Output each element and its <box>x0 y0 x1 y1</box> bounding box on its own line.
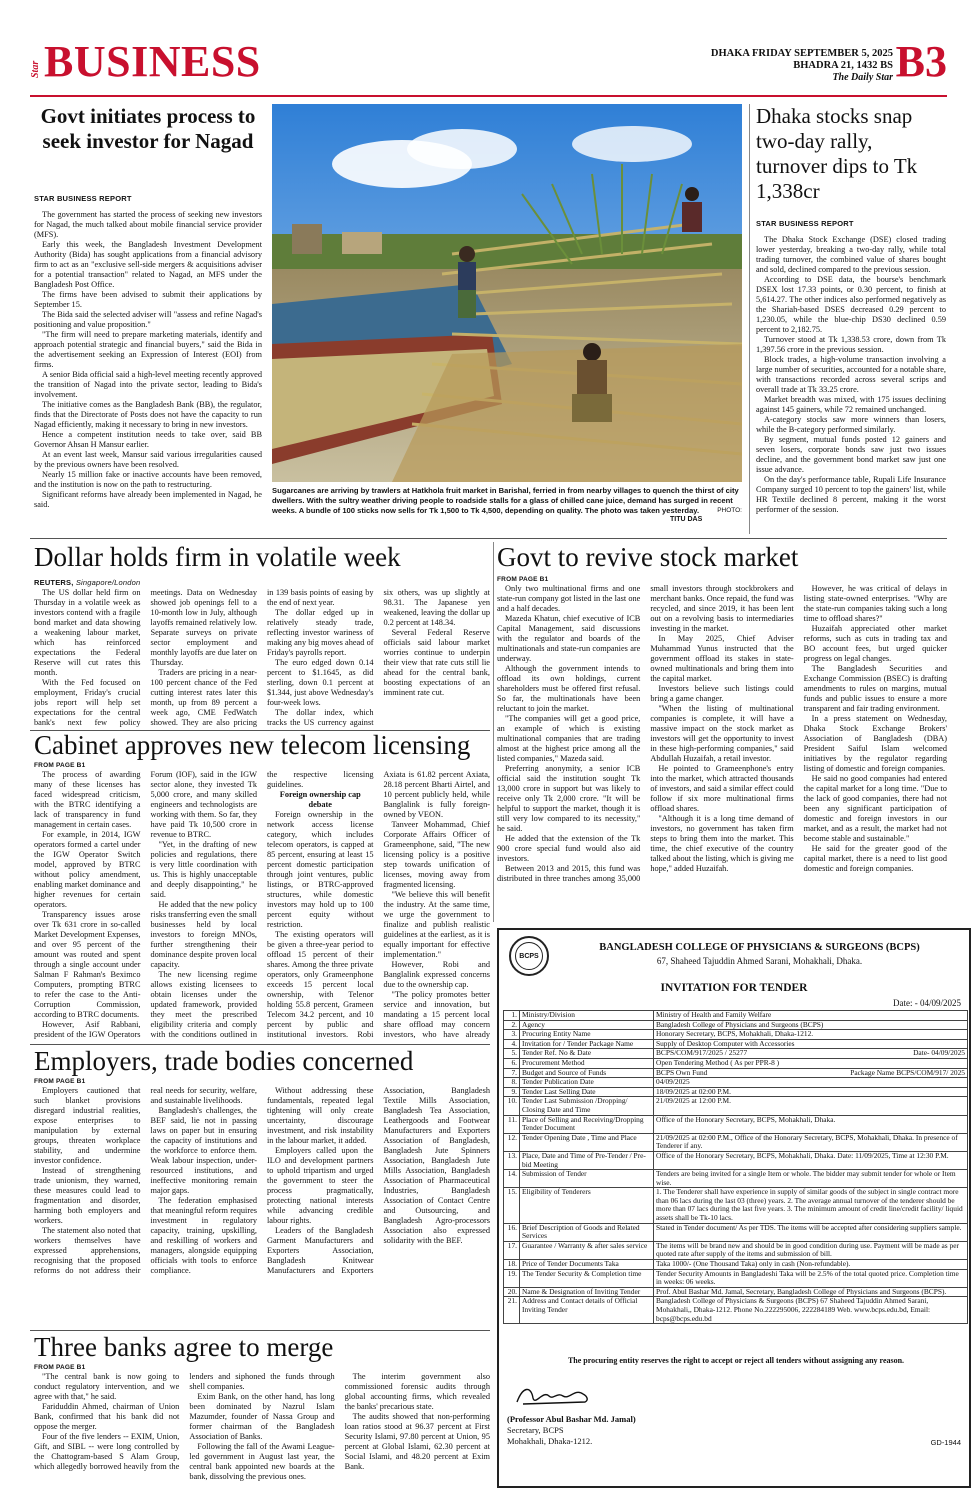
paragraph: Bangladesh's challenges, the BEF said, lie not in passing laws on paper but in ensuring the capacity of institutions and the workforce to enforce them. Weak labour inspection, under-resourced institutions, and ineffective monitoring remain major gaps. <box>150 1106 257 1195</box>
tender-row-value-text: BCPS/COM/917/2025 / 25277 <box>656 1048 748 1058</box>
tender-row-number: 19. <box>504 1269 520 1287</box>
paragraph: At an event last week, Mansur said various irregularities caused by the previous owners have been resolved. <box>34 450 262 469</box>
paragraph: Leaders of the Bangladesh Garment Manufacturers and Exporters Association, Bangladesh Knitwear Manufacturers and Exporters Association, Bangladesh Textile Mills Association, Bangladesh Tea Association, Leathergoods and Footwear Manufacturers and Exporters Association of Bangladesh, Bangladesh Jute Spinners Association, Bangladesh Jute Mills Association, Bangladesh Association of Pharmaceutical Industries, Bangladesh Association of Contact Centre and Outsourcing, and Bangladesh Agro-processors Association also expressed solidarity with the BEF. <box>267 1086 490 1275</box>
paper-name: The Daily Star <box>832 72 893 83</box>
masthead <box>30 38 947 94</box>
paragraph: Nearly 15 million fake or inactive accounts have been removed, and the institution is now on the path to restructuring. <box>34 470 262 489</box>
sugarcane-photo <box>272 104 742 482</box>
telecom-from: FROM PAGE B1 <box>34 762 86 769</box>
tender-row-label: Tender Last Submission /Dropping/ Closing Date and Time <box>520 1097 654 1115</box>
paragraph: "The firm will need to prepare marketing materials, identify and approach potential strategic and financial buyers," said the Bida in the advertisement seeking an Expression of Interest (EOI) from firms. <box>34 330 262 369</box>
tender-row-number: 11. <box>504 1115 520 1133</box>
paragraph: According to DSE data, the bourse's benchmark DSEX lost 17.33 points, or 0.30 percent, to finish at 5,614.27. The other indices also performed negatively as the Shariah-based DSES decreased 0.29 percent to 1,230.05, while the blue-chip DS30 declined 0.59 percent to 2,182.75. <box>756 275 946 334</box>
tender-row-number: 14. <box>504 1170 520 1188</box>
tender-row <box>504 1269 968 1287</box>
tender-row-label: Name & Designation of Inviting Tender <box>520 1287 654 1297</box>
tender-row-label: Brief Description of Goods and Related Services <box>520 1223 654 1241</box>
photo-credit-name: TITU DAS <box>670 516 703 523</box>
tender-row-number: 7. <box>504 1068 520 1078</box>
signature <box>513 1376 593 1412</box>
paragraph: "Although it is a long time demand of investors, no government has taken firm steps to bring them into the market. This time, the chief executive of the country talked about the listing, which is giving me hope," added Huzaifah. <box>650 814 794 873</box>
paragraph: The government has started the process of seeking new investors for Nagad, the much talked about mobile financial service provider (MFS). <box>34 210 262 239</box>
tender-row-label: Place of Selling and Receiving/Dropping Tender Document <box>520 1115 654 1133</box>
paragraph: The existing operators will be given a three-year period to offload 15 percent of their shares. Among the three private operators, only Grameenphone exceeds 15 percent local ownership, with Telenor holding 55.8 percent, Grameen Telecom 34.2 percent, and 10 percent by public and institutional investors. Robi Axiata is 61.82 percent Axiata, 28.18 percent Bharti Airtel, and 10 percent publicly held, while Banglalink is fully foreign-owned by VEON. <box>267 770 490 1039</box>
paragraph: He added that the extension of the Tk 900 crore special fund would also aid investors. <box>497 834 641 863</box>
tender-row-value-text: 18/09/2025 at 02:00 P.M. <box>656 1086 731 1096</box>
tender-row-value <box>654 1115 968 1133</box>
tender-row-value-text: Supply of Desktop Computer with Accessories <box>656 1038 795 1048</box>
tender-row-number: 3. <box>504 1030 520 1040</box>
tender-row <box>504 1058 968 1068</box>
tender-row-number: 4. <box>504 1039 520 1049</box>
tender-row-number: 13. <box>504 1151 520 1169</box>
tender-row-value-text: 1. The Tenderer shall have experience in supply of similar goods of the subject in single contract more than 06 lacs during the last 03 (three) years. 2. The average annual turnover of the tenderer should be more than 07 lacs during the last five years. 3. The minimum amount of credit line/credit facility/ liquid assets shall be Tk-10 lacs. <box>656 1187 963 1223</box>
tender-row-value-text: The items will be brand new and should be in good condition during use. Payment will be made as per quoted rate after supply of the items and submission of bill. <box>656 1240 959 1259</box>
employers-body <box>34 1086 490 1326</box>
tender-row-number: 12. <box>504 1133 520 1151</box>
signature-icon <box>513 1376 593 1412</box>
tender-table-body <box>504 1011 968 1324</box>
tender-row-value <box>654 1297 968 1324</box>
signer-title: Secretary, BCPS <box>507 1425 564 1435</box>
tender-row-label: The Tender Security & Completion time <box>520 1269 654 1287</box>
paragraph: Although the government intends to offload its own holdings, current shareholders must be offered first refusal. So far, the multinationals have been reluctant to join the market. <box>497 664 641 713</box>
tender-row-label: Tender Publication Date <box>520 1078 654 1088</box>
paragraph: Block trades, a high-volume transaction involving a large number of securities, accounted for a notable share, with transactions recorded across several scrips and overall trade at Tk 33.25 crore. <box>756 355 946 394</box>
tender-row <box>504 1115 968 1133</box>
tender-row-number: 9. <box>504 1087 520 1097</box>
tender-row-value <box>654 1097 968 1115</box>
dse-divider <box>749 104 750 534</box>
tender-row <box>504 1241 968 1259</box>
tender-row-value-text: 04/09/2025 <box>656 1077 690 1087</box>
tender-row-number: 18. <box>504 1260 520 1270</box>
tender-row-value-text: Bangladesh College of Physicians and Surgeons (BCPS) <box>656 1019 824 1029</box>
tender-row-value-text: Office of the Honorary Secretary, BCPS, Mohakhali, Dhaka. <box>656 1114 836 1124</box>
paragraph: Traders are pricing in a near-100 percent chance of the Fed cutting interest rates later this month, up from 89 percent a week ago, CME FedWatch showed. They are also pricing in 139 basis points of easing by the end of next year. <box>150 588 374 727</box>
paragraph: The Dhaka Stock Exchange (DSE) closed trading lower yesterday, breaking a two-day rally, while total trading turnover, the combined value of shares bought and sold, declined compared to the previous session. <box>756 235 946 274</box>
tender-row-value-extra: Package Name BCPS/COM/917/ 2025 <box>850 1067 965 1077</box>
dse-body <box>756 235 946 531</box>
tender-row-value <box>654 1241 968 1259</box>
tender-row-label: Agency <box>520 1020 654 1030</box>
paragraph: The euro edged down 0.14 percent to $1.1645, as did sterling, down 0.1 percent at $1.344, just above Wednesday's four-week lows. <box>267 658 374 707</box>
paragraph: He said no good companies had entered the capital market for a long time. "Due to the lack of good companies, there had not been any significant participation of domestic and foreign investors in our market, and as a result, the market had not become stable and sustainable." <box>803 774 947 843</box>
paragraph: Investors believe such listings could bring a game changer. <box>650 684 794 703</box>
paragraph: The US dollar held firm on Thursday in a volatile week as investors contend with a fragile bond market and data showing a weakening labour market, which has reinforced expectations the Federal Reserve will cut rates this month. <box>34 588 141 677</box>
tender-org: BANGLADESH COLLEGE OF PHYSICIANS & SURGEONS (BCPS) <box>599 942 920 953</box>
paragraph: Four of the five lenders -- EXIM, Union, Gift, and SIBL -- were long controlled by the Chattogram-based S Alam Group, which allegedly borrowed heavily from the lenders and siphoned the funds through shell companies. <box>34 1372 335 1471</box>
paragraph: The Bida said the selected adviser will "assess and refine Nagad's positioning and value proposition." <box>34 310 262 329</box>
tender-row-label: Tender Last Selling Date <box>520 1087 654 1097</box>
tender-row-value-text: BCPS Own Fund <box>656 1067 708 1077</box>
paragraph: Turnover stood at Tk 1,338.53 crore, down from Tk 1,397.56 crore in the previous session. <box>756 335 946 354</box>
tender-table-wrap <box>499 1010 968 1324</box>
tender-row-number: 1. <box>504 1011 520 1021</box>
signer-address: Mohakhali, Dhaka-1212. <box>507 1436 593 1446</box>
revive-headline: Govt to revive stock market <box>497 542 799 572</box>
masthead-rule <box>30 95 947 97</box>
tender-row-value-text: Prof. Abul Bashar Md. Jamal, Secretary, Bangladesh College of Physicians and Surgeons (BCPS). <box>656 1286 947 1296</box>
paragraph: Huzaifah appreciated other market reforms, such as cuts in trading tax and BO account fees, but urged quicker progress on legal changes. <box>803 624 947 663</box>
tender-row-label: Address and Contact details of Official Inviting Tender <box>520 1297 654 1324</box>
paragraph: "The policy promotes better service and innovation, but mandating a 15 percent local share offload may concern investors, who have already <box>383 990 490 1039</box>
tender-row-number: 17. <box>504 1241 520 1259</box>
tender-row <box>504 1170 968 1188</box>
tender-row <box>504 1078 968 1088</box>
tender-row-label: Invitation for / Tender Package Name <box>520 1039 654 1049</box>
paragraph: The initiative comes as the Bangladesh Bank (BB), the regulator, finds that the Directorate of Posts does not have the capacity to run Nagad efficiently, making it necessary to bring in new investors. <box>34 400 262 429</box>
tender-row-value-text: Tender Security Amounts in Bangladeshi Taka will be 2.5% of the total quoted price. Completion time in weeks: 06 weeks. <box>656 1268 959 1287</box>
tender-row-value-text: Open Tendering Method ( As per PPR-8 ) <box>656 1057 780 1067</box>
bcps-seal <box>509 936 549 976</box>
tender-row-value-text: 21/09/2025 at 02:00 P.M., Office of the Honorary Secretary, BCPS, Mohakhali, Dhaka. In presence of Tenderer if any. <box>656 1132 958 1151</box>
dollar-headline: Dollar holds firm in volatile week <box>34 542 401 572</box>
paragraph: The Bangladesh Securities and Exchange Commission (BSEC) is drafting amendments to rules on margins, mutual funds and public issues to ensure a more transparent and fair trading environment. <box>803 664 947 713</box>
paragraph: The dollar index, which tracks the US currency against six others, was up slightly at 98.31. The Japanese yen weakened, leaving the dollar up 0.2 percent at 148.34. <box>267 588 490 727</box>
tender-row-label: Budget and Source of Funds <box>520 1068 654 1078</box>
tender-table <box>503 1010 968 1324</box>
paragraph: Hence a competent institution needs to take over, said BB Governor Ahsan H Mansur earlier. <box>34 430 262 449</box>
paragraph: Fariduddin Ahmed, chairman of Union Bank, confirmed that his bank did not oppose the merger. <box>34 1402 180 1431</box>
section-title: BUSINESS <box>44 37 261 86</box>
paragraph: The process of awarding many of these licenses has faced widespread criticism, with the BTRC identifying a lack of transparency in fund management in certain cases. <box>34 770 141 829</box>
tender-row-number: 16. <box>504 1223 520 1241</box>
tender-title: INVITATION FOR TENDER <box>660 982 808 994</box>
tender-row-label: Procurement Method <box>520 1058 654 1068</box>
tender-row-number: 8. <box>504 1078 520 1088</box>
paragraph: A senior Bida official said a high-level meeting recently approved the transition of Nagad into the private sector, leading to Bida's involvement. <box>34 370 262 399</box>
tender-row-number: 15. <box>504 1188 520 1223</box>
dateline-2: BHADRA 21, 1432 BS <box>793 60 893 71</box>
paragraph: The interim government also commissioned forensic audits through global accounting firms, which revealed the banks' precarious state. <box>344 1372 490 1411</box>
employers-from: FROM PAGE B1 <box>34 1078 86 1085</box>
tender-row-value <box>654 1269 968 1287</box>
tender-row-value <box>654 1223 968 1241</box>
paragraph: Employers cautioned that such blanket provisions disregard industrial realities, expose enterprises to manipulation by external groups, threaten workplace stability, and undermine investor confidence. <box>34 1086 141 1165</box>
caption-text: Sugarcanes are arriving by trawlers at Hatkhola fruit market in Barishal, ferried in from nearby villages to quench the thirst of city dwellers. With the sultry weather driving people to roadside stalls for a glass of chilled cane juice, demand has surged in recent weeks. A bundle of 100 sticks now sells for Tk 1,500 to Tk 4,500, depending on quality. The photo was taken yesterday. <box>272 486 739 515</box>
paragraph: Preferring anonymity, a senior ICB official said the institution sought Tk 13,000 crore in support but was likely to receive only Tk 2,000 crore. "It will be helpful to support the market, though it is still very low compared to its necessity," he said. <box>497 764 641 833</box>
tender-row-label: Procuring Entity Name <box>520 1030 654 1040</box>
paragraph: "When the listing of multinational companies is complete, it will have a massive impact on the stock market as investors will get the opportunity to invest in these high-performing companies," said Abdullah Huzaifah, a retail investor. <box>650 704 794 763</box>
tender-row-label: Submission of Tender <box>520 1170 654 1188</box>
revive-divider <box>493 542 494 922</box>
dse-byline: STAR BUSINESS REPORT <box>756 219 854 228</box>
dollar-dateline: Singapore/London <box>75 578 141 587</box>
tender-row <box>504 1188 968 1223</box>
paragraph: He pointed to Grameenphone's entry into the market, which attracted thousands of investors, and said a similar effect could follow if six more multinational firms offload shares. <box>650 764 794 813</box>
banks-headline: Three banks agree to merge <box>34 1332 334 1362</box>
tender-row <box>504 1297 968 1324</box>
paragraph: Foreign ownership in the network access license category, which includes telecom operators, is capped at 85 percent, ensuring at least 15 percent domestic participation through joint ventures, public listings, or BTRC-approved structures, while domestic investors may hold up to 100 percent equity without restriction. <box>267 810 374 929</box>
dollar-body <box>34 588 490 728</box>
paragraph: Exim Bank, on the other hand, has long been dominated by Nazrul Islam Mazumder, founder of Nassa Group and former chairman of the Bangladesh Association of Banks. <box>189 1392 335 1441</box>
photo-caption <box>272 486 742 516</box>
paragraph: Between 2013 and 2015, this fund was distributed in three tranches among 35,000 small investors through stockbrokers and merchant banks. Once repaid, the fund was recycled, and since 2019, it has been lent out on a revolving basis to intermediaries investing in the market. <box>497 584 794 883</box>
tender-row-number: 6. <box>504 1058 520 1068</box>
tender-row-value <box>654 1133 968 1151</box>
tender-row-label: Tender Ref. No & Date <box>520 1049 654 1059</box>
nagad-byline: STAR BUSINESS REPORT <box>34 194 132 203</box>
paragraph: The audits showed that non-performing loan ratios stood at 96.37 percent at First Security Islami, 97.80 percent at Union, 95 percent at Global Islami, 62.30 percent at Social Islami, and 48.20 percent at Exim Bank. <box>344 1412 490 1471</box>
telecom-headline: Cabinet approves new telecom licensing <box>34 730 471 760</box>
paragraph: Market breadth was mixed, with 175 issues declining against 145 gainers, while 72 remained unchanged. <box>756 395 946 414</box>
paragraph: "The central bank is now going to conduct regulatory intervention, and we agree with that," he said. <box>34 1372 180 1401</box>
page-number: B3 <box>895 37 947 86</box>
tender-row-value-text: Honorary Secretary, BCPS, Mohakhali, Dhaka-1212. <box>656 1029 814 1039</box>
tender-row-number: 21. <box>504 1297 520 1324</box>
paragraph: "Yet, in the drafting of new policies and regulations, there is very little coordination with us. This is highly unacceptable and deeply disappointing," he said. <box>150 840 257 899</box>
paragraph: However, Robi and Banglalink expressed concerns due to the ownership cap. <box>383 960 490 989</box>
dollar-agency: REUTERS, <box>34 578 74 587</box>
tender-row-number: 10. <box>504 1097 520 1115</box>
seal-text: BCPS <box>519 952 539 960</box>
tender-row-value-text: Bangladesh College of Physicians & Surgeons (BCPS) 67 Shaheed Tajuddin Ahmed Sarani, Mohakhali,, Dhaka-1212. Phone No.222295006, 222284189 Web. www.bcps.edu.bd, Email: bcps@bcps.edu.bd <box>656 1296 931 1323</box>
revive-from: FROM PAGE B1 <box>497 576 549 583</box>
paragraph: Mazeda Khatun, chief executive of ICB Capital Management, said discussions with the regulator and boards of the multinationals and state-run companies are underway. <box>497 614 641 663</box>
paragraph: With the Fed focused on employment, Friday's crucial jobs report will help set expectations for the central bank's next few policy meetings. Data on Wednesday showed job openings fell to a 10-month low in July, although layoffs remained relatively low. Separate surveys on private sector employment and monthly layoffs are due later on Thursday. <box>34 588 257 727</box>
tender-row-value <box>654 1170 968 1188</box>
paragraph: Several Federal Reserve officials said labour market worries continue to underpin their view that rate cuts still lie ahead for the central bank, boosting expectations of an imminent rate cut. <box>383 628 490 697</box>
tender-address: 67, Shaheed Tajuddin Ahmed Sarani, Mohakhali, Dhaka. <box>656 956 863 966</box>
star-logo: Star <box>30 60 41 78</box>
paragraph: Only two multinational firms and one state-run company got listed in the last one and a half decades. <box>497 584 641 613</box>
tender-row-label: Eligibility of Tenderers <box>520 1188 654 1223</box>
paragraph: In May 2025, Chief Adviser Muhammad Yunus instructed that the government offload its stakes in state-owned multinationals and bring them into the capital market. <box>650 634 794 683</box>
tender-row-label: Place, Date and Time of Pre-Tender / Pre- bid Meeting <box>520 1151 654 1169</box>
tender-row <box>504 1133 968 1151</box>
subhead: Foreign ownership cap debate <box>279 790 361 809</box>
dateline-1: DHAKA FRIDAY SEPTEMBER 5, 2025 <box>710 48 893 59</box>
photo-credit-label: PHOTO: <box>717 507 742 514</box>
tender-row-value <box>654 1068 968 1078</box>
paragraph: He said for the greater good of the capital market, there is a need to list good domestic and foreign companies. <box>803 844 947 873</box>
tender-row-number: 2. <box>504 1020 520 1030</box>
paragraph: A-category stocks saw more winners than losers, while the B-category performed similarly. <box>756 415 946 434</box>
telecom-body <box>34 770 490 1040</box>
paragraph: Early this week, the Bangladesh Investment Development Authority (Bida) has sought applications from a financial advisory firm to act as an "exclusive sell-side mergers & acquisitions adviser for a potential transaction" related to Nagad, an MFS under the Bangladesh Post Office. <box>34 240 262 289</box>
tender-row-value-extra: Date- 04/09/2025 <box>913 1048 965 1058</box>
paragraph: He added that the new policy risks transferring even the small businesses held by local investors to foreign MNOs, further strengthening their dominance despite proven local capacity. <box>150 900 257 969</box>
tender-date: Date: - 04/09/2025 <box>893 998 961 1008</box>
paragraph: The statement also noted that workers themselves have expressed apprehensions, recognising that the proposed reforms do not address their real needs for security, welfare, and sustainable livelihoods. <box>34 1086 257 1275</box>
paragraph: In a press statement on Wednesday, Dhaka Stock Exchange Brokers' Association of Bangladesh (DBA) President Saiful Islam welcomed initiatives by the regulator regarding listing of domestic and foreign companies. <box>803 714 947 773</box>
paragraph: "The companies will get a good price, an example of which is existing multinational companies that are trading almost at the highest price among all the listed companies," Mazeda said. <box>497 714 641 763</box>
paragraph: "We believe this will benefit the industry. At the same time, we urge the government to finalize and publish realistic guidelines at the earliest, as it is equally important for effective implementation." <box>383 890 490 959</box>
tender-row-value-text: Tenders are being invited for a single Item or whole. The bidder may submit tender for whole or Item wise. <box>656 1169 956 1187</box>
tender-row-label: Guarantee / Warranty & after sales service <box>520 1241 654 1259</box>
paragraph: The dollar edged up in relatively steady trade, reflecting investor wariness of making any big moves ahead of Friday's payrolls report. <box>267 608 374 657</box>
tender-row-number: 20. <box>504 1287 520 1297</box>
tender-row-label: Tender Opening Date , Time and Place <box>520 1133 654 1151</box>
nagad-headline: Govt initiates process to seek investor for Nagad <box>40 104 256 153</box>
signer-name: (Professor Abul Bashar Md. Jamal) <box>507 1414 636 1424</box>
dse-headline: Dhaka stocks snap two-day rally, turnover dips to Tk 1,338cr <box>756 104 918 203</box>
tender-row-value <box>654 1188 968 1223</box>
seal-inner-ring <box>515 942 543 970</box>
tender-footer-note: The procuring entity reserves the right to accept or reject all tenders without assigning any reason. <box>567 1356 905 1365</box>
paragraph: Without addressing these fundamentals, repeated legal tightening will only create uncertainty, discourage investment, and risk instability in the labour market, it added. <box>267 1086 374 1145</box>
paragraph: On the day's performance table, Rupali Life Insurance Company surged 10 percent to top the gainers' list, while HR Textile declined 8 percent, making it the worst performer of the session. <box>756 475 946 514</box>
tender-row-value-text: Taka 1000/- (One Thousand Taka) only in cash (Non-refundable). <box>656 1259 851 1269</box>
tender-row-value-text: Office of the Honorary Secretary, BCPS, Mohakhali, Dhaka. Date: 11/09/2025, Time at 12:30 P.M. <box>656 1150 949 1160</box>
paragraph: Significant reforms have already been implemented in Nagad, he said. <box>34 490 262 509</box>
paragraph: The firms have been advised to submit their applications by September 15. <box>34 290 262 309</box>
paragraph: Instead of strengthening trade unionism, they warned, these measures could lead to fragmentation and disorder, harming both employers and workers. <box>34 1166 141 1225</box>
employers-headline: Employers, trade bodies concerned <box>34 1046 414 1076</box>
ad-code: GD-1944 <box>930 1438 961 1447</box>
banks-from: FROM PAGE B1 <box>34 1364 86 1371</box>
dollar-byline <box>34 578 140 587</box>
sugarcane-photo-illustration <box>272 104 742 482</box>
paragraph: For example, in 2014, IGW operators formed a cartel under the IGW Operator Switch model, approved by BTRC without policy amendment, enabling market dominance and higher revenues for certain operators. <box>34 830 141 909</box>
paragraph: However, Asif Rabbani, president of the IGW Operators Forum (IOF), said in the IGW sector alone, they invested Tk 5,000 crore, and many skilled engineers and technologists are working with them. So far, they have paid Tk 10,500 crore in revenue to BTRC. <box>34 770 257 1039</box>
paragraph: The federation emphasised that meaningful reform requires investment in regulatory capacity, training, upskilling, and reskilling of workers and managers, alongside equipping officials with tools to enforce compliance. <box>150 1196 257 1275</box>
paragraph: Following the fall of the Awami League-led government in August last year, the central bank appointed new boards at the bank, dissolving the previous ones. <box>189 1442 335 1481</box>
tender-row-number: 5. <box>504 1049 520 1059</box>
tender-row-value-text: Ministry of Health and Family Welfare <box>656 1010 772 1019</box>
tender-row-label: Ministry/Division <box>520 1011 654 1021</box>
section-rule-1 <box>30 538 947 539</box>
paragraph: Employers called upon the ILO and development partners to uphold tripartism and urged the government to steer the process pragmatically, protecting national interests while advancing credible labour rights. <box>267 1146 374 1225</box>
tender-row-label: Price of Tender Documents Taka <box>520 1260 654 1270</box>
revive-body <box>497 584 947 920</box>
tender-row <box>504 1151 968 1169</box>
paragraph: Transparency issues arose over Tk 631 crore in so-called Market Development Expenses, and over 95 percent of the amount was routed and spent through a single account under Salman F Rahman's Beximco Computers, prompting BTRC to refer the case to the Anti-Corruption Commission, according to BTRC documents. <box>34 910 141 1019</box>
paragraph: However, he was critical of delays in listing state-owned enterprises. "Why are the state-run companies taking such a long time to offload shares?" <box>803 584 947 623</box>
banks-body <box>34 1372 490 1490</box>
nagad-body <box>34 210 262 536</box>
tender-row-value <box>654 1151 968 1169</box>
tender-row-value-text: Stated in Tender document/ As per TDS. The items will be accepted after considering suppliers sample. <box>656 1222 962 1232</box>
tender-advertisement <box>497 928 971 1488</box>
paragraph: Tanveer Mohammad, Chief Corporate Affairs Officer of Grameenphone, said, "The new licensing policy is a positive step towards unification of licenses, moving away from fragmented licensing. <box>383 820 490 889</box>
tender-row-value-text: 21/09/2025 at 12:00 P.M. <box>656 1096 731 1106</box>
tender-row <box>504 1097 968 1115</box>
tender-row <box>504 1223 968 1241</box>
paragraph: The new licensing regime allows existing licensees to obtain licenses under the updated framework, provided they meet the prescribed eligibility criteria and comply with the conditions outlined in the respective licensing guidelines. <box>150 770 374 1039</box>
paragraph: By segment, mutual funds posted 12 gainers and seven losers, corporate bonds saw just two issues decline, and the government bond market saw just one issue advance. <box>756 435 946 474</box>
